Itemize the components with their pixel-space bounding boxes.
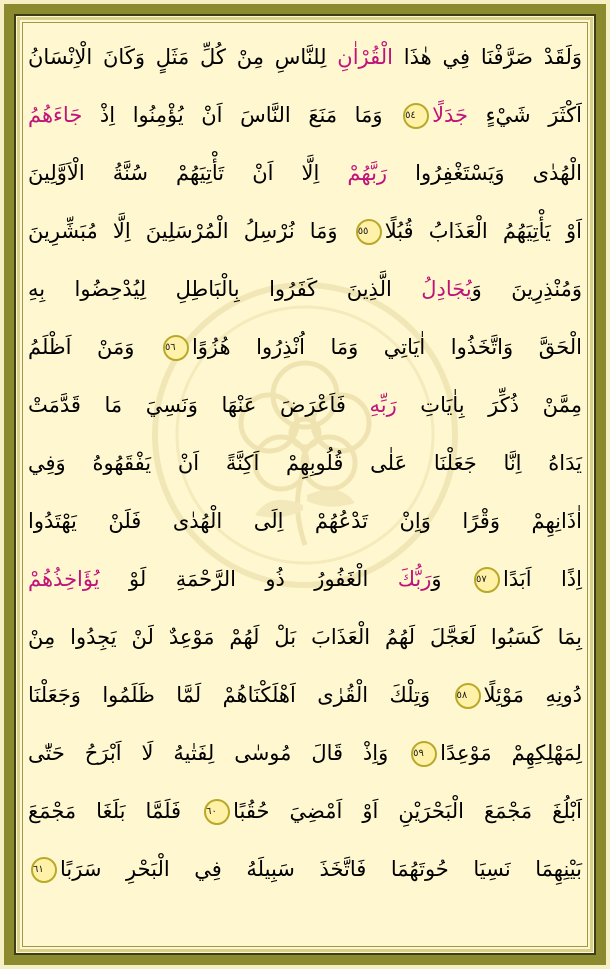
verse-text: اَبْلُغَ مَجْمَعَ الْبَحْرَيْنِ اَوْ اَمْضِيَ حُقُبًا — [233, 799, 582, 823]
verse-text: الَّذِينَ كَفَرُوا بِالْبَاطِلِ لِيُدْحِضُوا بِهِ — [28, 277, 422, 301]
ayah-end-marker-icon: ٦١ — [31, 857, 57, 883]
text-line — [28, 492, 582, 550]
verse-text: الْغَفُورُ ذُو الرَّحْمَةِ لَوْ — [99, 567, 398, 591]
highlighted-word: الْقُرْاٰنِ — [337, 45, 393, 69]
verse-text: اَكْثَرَ شَيْءٍ — [468, 103, 582, 127]
text-line — [28, 376, 582, 434]
verse-text: الْهُدٰى وَيَسْتَغْفِرُوا — [387, 161, 582, 185]
verse-text: وَتِلْكَ الْقُرٰى اَهْلَكْنَاهُمْ لَمَّا ظَلَمُوا وَجَعَلْنَا — [28, 683, 452, 707]
text-line — [28, 724, 582, 782]
verse-text: بَيْنِهِمَا نَسِيَا حُوتَهُمَا فَاتَّخَذَ سَبِيلَهُ فِي الْبَحْرِ سَرَبًا — [60, 857, 582, 881]
highlighted-word: جَاءَهُمُ — [28, 103, 83, 127]
verse-text: اٰذَانِهِمْ وَقْرًا وَاِنْ تَدْعُهُمْ اِلَى الْهُدٰى فَلَنْ يَهْتَدُوا — [28, 509, 582, 533]
text-line — [28, 666, 582, 724]
text-line — [28, 86, 582, 144]
verse-text: وَمَا مَنَعَ النَّاسَ اَنْ يُؤْمِنُوا اِذْ — [82, 103, 401, 127]
highlighted-word: رَبُّكَ — [397, 567, 432, 591]
highlighted-word: رَبِّهِ — [369, 393, 397, 417]
text-line — [28, 318, 582, 376]
text-line — [28, 202, 582, 260]
ayah-end-marker-icon: ٥٨ — [455, 683, 481, 709]
verse-text: اِذًا اَبَدًا — [503, 567, 582, 591]
text-line — [28, 782, 582, 840]
verse-text: لِمَهْلِكِهِمْ مَوْعِدًا — [440, 741, 582, 765]
highlighted-word: يُؤَاخِذُهُمْ — [28, 567, 100, 591]
ayah-end-marker-icon: ٥٩ — [411, 741, 437, 767]
verse-text: مِمَّنْ ذُكِّرَ بِاٰيَاتِ — [396, 393, 582, 417]
verse-text: وَ — [431, 567, 471, 591]
verse-text: وَمَا نُرْسِلُ الْمُرْسَلِينَ اِلَّا مُبَشِّرِينَ — [28, 219, 353, 243]
text-line — [28, 260, 582, 318]
highlighted-word: جَدَلًا — [432, 103, 469, 127]
text-line — [28, 144, 582, 202]
verse-text: وَاِذْ قَالَ مُوسٰى لِفَتٰيهُ لَا اَبْرَحُ حَتّٰى — [28, 741, 409, 765]
quran-text-block — [28, 28, 582, 941]
text-line — [28, 840, 582, 898]
verse-text: لِلنَّاسِ مِنْ كُلِّ مَثَلٍ وَكَانَ الْاِنْسَانُ — [28, 45, 338, 69]
verse-text: دُونِهِ مَوْئِلًا — [483, 683, 582, 707]
text-line — [28, 608, 582, 666]
verse-text: يَدَاهُ اِنَّا جَعَلْنَا عَلٰى قُلُوبِهِمْ اَكِنَّةً اَنْ يَفْقَهُوهُ وَفِي — [28, 451, 582, 475]
text-line — [28, 28, 582, 86]
verse-text: اِلَّا اَنْ تَأْتِيَهُمْ سُنَّةُ الْاَوَّلِينَ — [28, 161, 348, 185]
ayah-end-marker-icon: ٥٥ — [356, 219, 382, 245]
ayah-end-marker-icon: ٥٤ — [403, 103, 429, 129]
verse-text: فَاَعْرَضَ عَنْهَا وَنَسِيَ مَا قَدَّمَتْ — [28, 393, 370, 417]
verse-text: فَلَمَّا بَلَغَا مَجْمَعَ — [28, 799, 202, 823]
verse-text: بِمَا كَسَبُوا لَعَجَّلَ لَهُمُ الْعَذَابَ بَلْ لَهُمْ مَوْعِدٌ لَنْ يَجِدُوا مِنْ — [28, 625, 582, 649]
ayah-end-marker-icon: ٦٠ — [204, 799, 230, 825]
verse-text: اَوْ يَأْتِيَهُمُ الْعَذَابُ قُبُلًا — [384, 219, 582, 243]
highlighted-word: يُجَادِلُ — [421, 277, 472, 301]
text-line — [28, 434, 582, 492]
verse-text: وَمُنْذِرِينَ وَ — [471, 277, 582, 301]
ayah-end-marker-icon: ٥٧ — [474, 567, 500, 593]
highlighted-word: رَبَّهُمْ — [347, 161, 388, 185]
verse-text: وَلَقَدْ صَرَّفْنَا فِي هٰذَا — [392, 45, 582, 69]
verse-text: الْحَقَّ وَاتَّخَذُوا اٰيَاتِي وَمَا اُنْذِرُوا هُزُوًا — [191, 335, 582, 359]
text-line — [28, 550, 582, 608]
verse-text: وَمَنْ اَظْلَمُ — [28, 335, 160, 359]
ayah-end-marker-icon: ٥٦ — [163, 335, 189, 361]
